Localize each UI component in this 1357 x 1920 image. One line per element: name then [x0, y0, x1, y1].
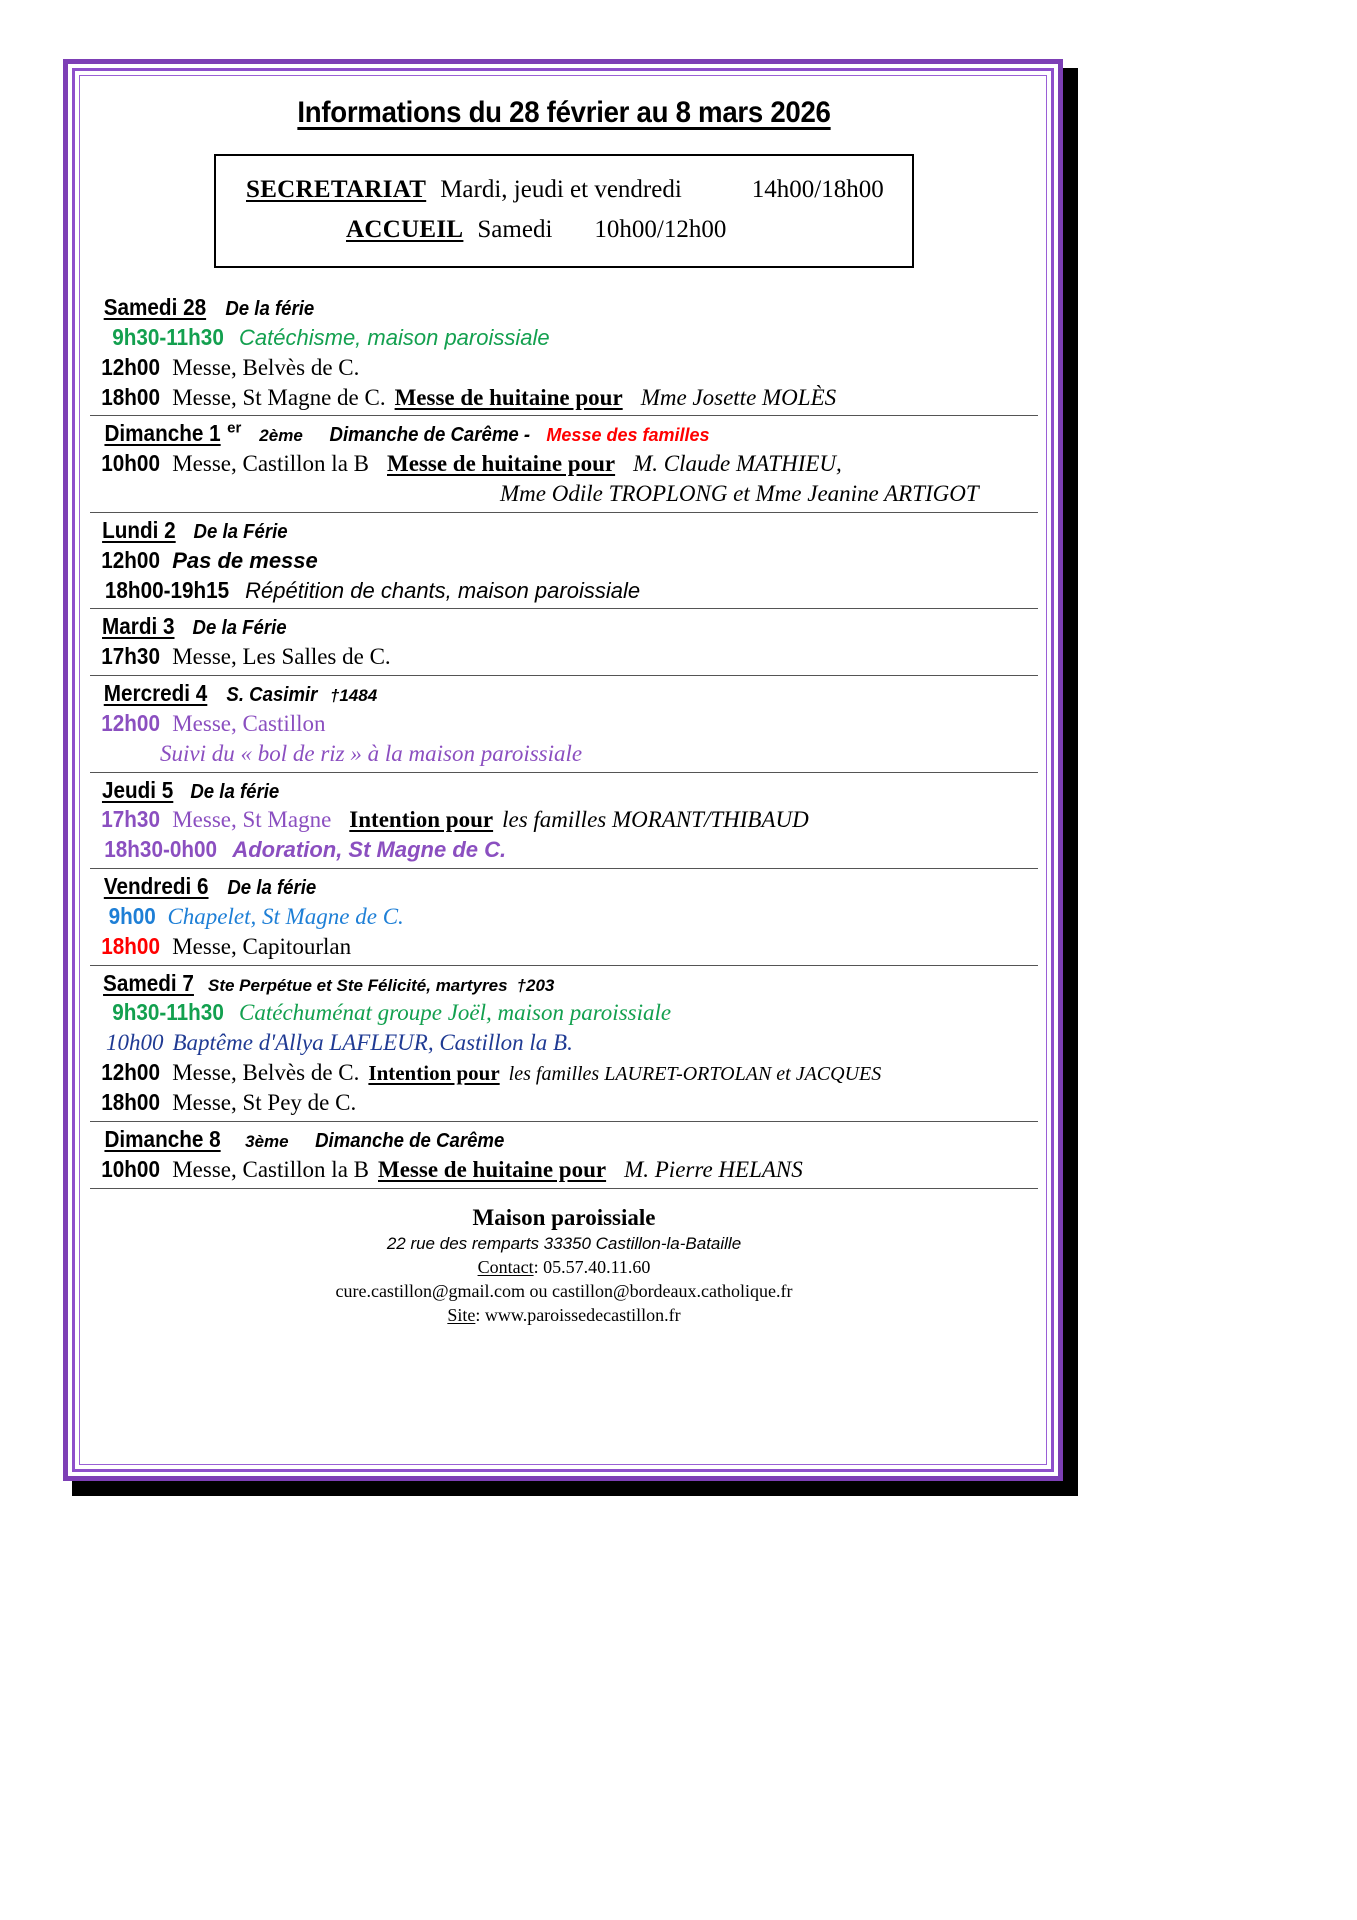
event-time: 9h30-11h30 [112, 323, 224, 350]
day-name: Lundi 2 [102, 516, 176, 543]
event-intention-name-continued: Mme Odile TROPLONG et Mme Jeanine ARTIGOT [500, 481, 979, 507]
event-row [90, 1155, 1038, 1185]
event-text: Baptême d'Allya LAFLEUR, Castillon la B. [172, 1030, 573, 1056]
event-time: 9h00 [108, 902, 156, 929]
day-ordinal: 2ème [259, 426, 303, 446]
event-text: Messe, Les Salles de C. [172, 644, 391, 670]
event-row [90, 835, 1038, 865]
day-block-mercredi-4 [90, 675, 1038, 772]
site-value[interactable]: : www.paroissedecastillon.fr [475, 1304, 681, 1325]
event-row [90, 1088, 1038, 1118]
weekly-schedule [90, 290, 1038, 1189]
day-description: Ste Perpétue et Ste Félicité, martyres [208, 975, 508, 995]
accueil-days: Samedi [477, 216, 553, 243]
event-text: Messe, St Magne de C. [172, 384, 386, 410]
day-name: Samedi 7 [103, 969, 194, 996]
secretariat-days: Mardi, jeudi et vendredi [440, 176, 682, 203]
event-time: 12h00 [101, 353, 160, 380]
page-content [90, 78, 1038, 1454]
day-header [90, 293, 1038, 323]
day-block-samedi-7 [90, 965, 1038, 1121]
accueil-label: ACCUEIL [346, 216, 464, 243]
event-time: 18h00 [101, 1089, 160, 1116]
accueil-time: 10h00/12h00 [594, 216, 727, 243]
contact-value: : 05.57.40.11.60 [533, 1256, 651, 1277]
event-row [90, 576, 1038, 606]
event-note: Suivi du « bol de riz » à la maison paroissiale [160, 740, 583, 766]
event-emphasis: Intention pour [368, 1061, 500, 1086]
event-row [90, 1028, 1038, 1058]
day-name: Vendredi 6 [103, 873, 209, 900]
day-block-mardi-3 [90, 608, 1038, 675]
event-row [90, 383, 1038, 413]
event-row [90, 323, 1038, 353]
event-intention-name: Mme Josette MOLÈS [640, 384, 837, 410]
secretariat-label: SECRETARIAT [246, 176, 427, 203]
event-row [90, 1058, 1038, 1088]
day-description: Dimanche de Carême [314, 1130, 504, 1153]
contact-label: Contact [477, 1256, 534, 1277]
event-text: Catéchuménat groupe Joël, maison paroissiale [239, 1000, 672, 1026]
event-text: Adoration, St Magne de C. [232, 837, 507, 863]
event-continuation-row [90, 479, 1038, 509]
event-row [90, 546, 1038, 576]
event-row [90, 449, 1038, 479]
parish-emails[interactable]: cure.castillon@gmail.com ou castillon@bordeaux.catholique.fr [335, 1280, 793, 1301]
day-name: Mardi 3 [102, 613, 175, 640]
day-block-jeudi-5 [90, 772, 1038, 869]
day-description: S. Casimir [226, 684, 318, 707]
event-row [90, 642, 1038, 672]
event-emphasis: Messe de huitaine pour [378, 1156, 607, 1182]
event-intention-name: M. Claude MATHIEU, [633, 451, 842, 477]
secretariat-time: 14h00/18h00 [751, 176, 884, 203]
event-row [90, 353, 1038, 383]
office-hours-box [214, 154, 914, 268]
accueil-hours-row [216, 210, 912, 250]
site-label: Site [447, 1304, 476, 1325]
day-block-samedi-28 [90, 290, 1038, 415]
day-block-dimanche-1 [90, 415, 1038, 512]
day-name: Dimanche 1 [104, 420, 221, 447]
event-intention-name: les familles LAURET-ORTOLAN et JACQUES [508, 1063, 882, 1086]
parish-contact [90, 1257, 1038, 1278]
event-text: Répétition de chants, maison paroissiale [245, 577, 641, 603]
event-time: 12h00 [101, 709, 160, 736]
event-time: 10h00 [106, 1030, 164, 1056]
day-description: De la férie [225, 298, 315, 320]
event-emphasis: Messe de huitaine pour [387, 451, 616, 477]
day-description: De la Férie [193, 520, 288, 543]
day-block-lundi-2 [90, 512, 1038, 609]
secretariat-hours-row [216, 170, 912, 210]
day-name: Dimanche 8 [104, 1126, 221, 1153]
event-time: 18h00-19h15 [104, 576, 230, 603]
day-header [90, 516, 1038, 546]
event-text: Messe, St Pey de C. [172, 1090, 357, 1116]
day-description: De la férie [227, 877, 317, 900]
parish-footer [90, 1205, 1038, 1326]
parish-website [90, 1305, 1038, 1326]
event-time: 18h30-0h00 [104, 836, 218, 863]
event-text: Messe, Castillon [172, 710, 326, 736]
event-text: Pas de messe [172, 547, 318, 573]
event-intention-name: M. Pierre HELANS [624, 1156, 803, 1182]
day-name: Samedi 28 [103, 294, 207, 320]
event-text: Messe, Belvès de C. [172, 354, 360, 380]
event-time: 10h00 [101, 1155, 160, 1182]
event-emphasis: Messe de huitaine pour [394, 384, 623, 410]
event-time: 18h00 [101, 932, 160, 959]
event-emphasis: Intention pour [349, 807, 494, 833]
event-time: 10h00 [101, 450, 160, 477]
parish-name: Maison paroissiale [472, 1204, 656, 1230]
day-block-dimanche-8 [90, 1121, 1038, 1188]
day-header [90, 419, 1038, 449]
event-text: Messe, Belvès de C. [172, 1060, 360, 1086]
day-extra-note: Messe des familles [546, 425, 710, 446]
event-time: 9h30-11h30 [112, 999, 224, 1026]
event-time: 12h00 [101, 1059, 160, 1086]
day-block-vendredi-6 [90, 868, 1038, 965]
event-text: Messe, St Magne [172, 807, 332, 833]
day-description: De la férie [190, 780, 280, 803]
event-text: Messe, Castillon la B [172, 1156, 369, 1182]
day-description: De la Férie [192, 617, 287, 640]
day-description: Dimanche de Carême - [329, 424, 530, 447]
page-frame [63, 59, 1063, 1481]
event-time: 17h30 [101, 643, 160, 670]
day-saint-year: †1484 [329, 686, 378, 706]
event-text: Catéchisme, maison paroissiale [239, 324, 550, 350]
day-header [90, 1125, 1038, 1155]
event-row [90, 805, 1038, 835]
day-saint-year: †203 [516, 975, 555, 995]
event-text: Chapelet, St Magne de C. [167, 903, 404, 929]
event-intention-name: les familles MORANT/THIBAUD [502, 807, 809, 833]
day-header [90, 612, 1038, 642]
event-text: Messe, Capitourlan [172, 933, 352, 959]
day-header [90, 872, 1038, 902]
day-header [90, 969, 1038, 999]
page-title: Informations du 28 février au 8 mars 2026 [297, 96, 831, 129]
event-text: Messe, Castillon la B [172, 451, 369, 477]
day-name: Mercredi 4 [103, 680, 208, 707]
day-header [90, 776, 1038, 806]
day-name: Jeudi 5 [101, 776, 174, 803]
day-header [90, 679, 1038, 709]
day-ordinal: 3ème [245, 1132, 289, 1152]
day-name-suffix: er [227, 419, 242, 437]
schedule-bottom-rule [90, 1188, 1038, 1189]
parish-address: 22 rue des remparts 33350 Castillon-la-Bataille [386, 1233, 742, 1253]
event-time: 18h00 [101, 383, 160, 410]
event-row [90, 709, 1038, 739]
event-continuation-row [90, 739, 1038, 769]
event-row [90, 932, 1038, 962]
event-row [90, 902, 1038, 932]
event-time: 12h00 [101, 546, 160, 573]
event-row [90, 998, 1038, 1028]
event-time: 17h30 [101, 806, 160, 833]
